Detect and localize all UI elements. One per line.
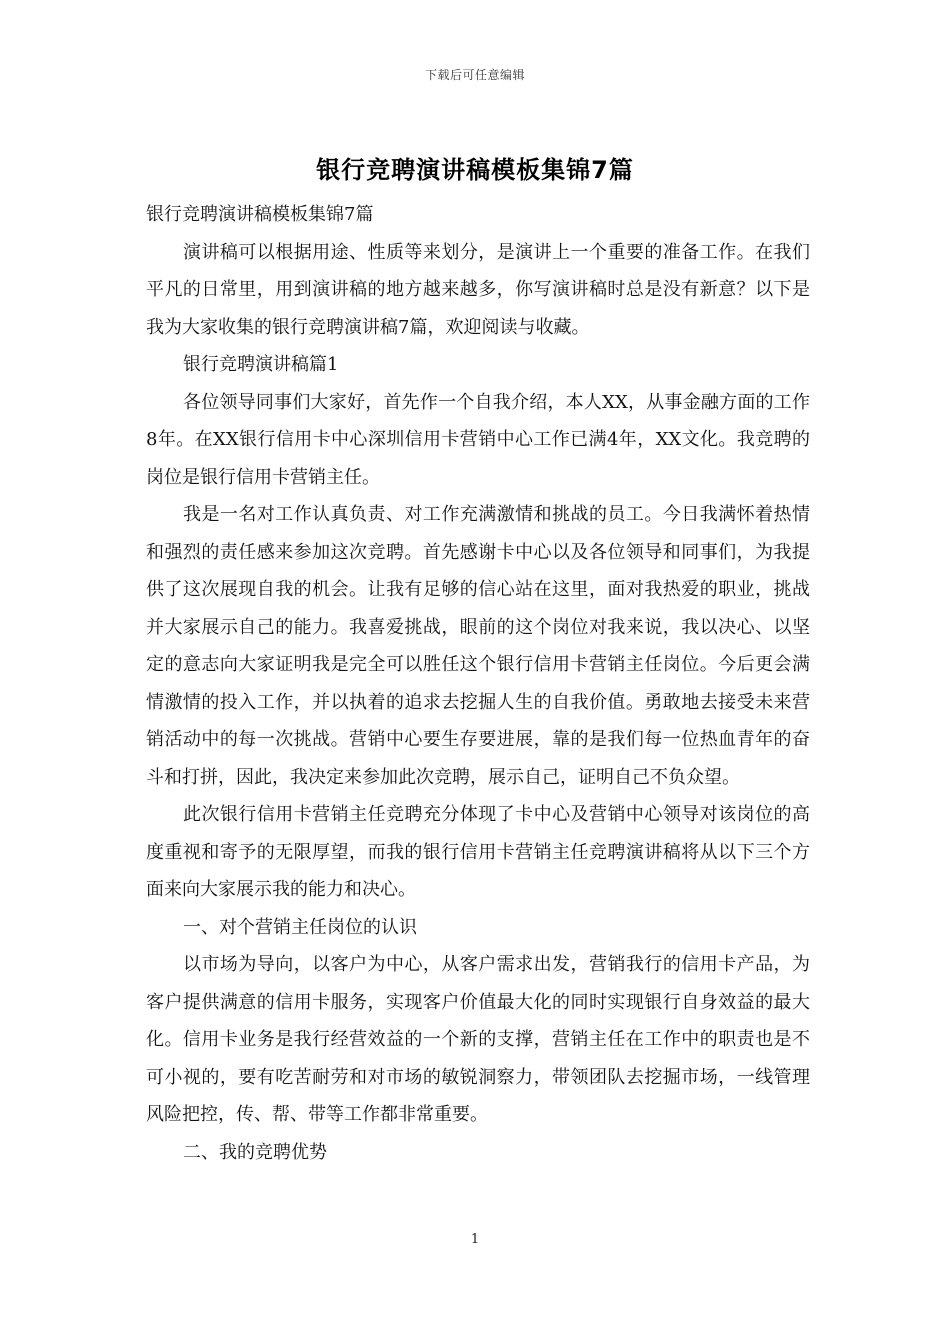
section-heading-role-understanding: 一、对个营销主任岗位的认识 (183, 916, 417, 938)
document-body (146, 196, 810, 1171)
paragraph-role-understanding: 以市场为导向，以客户为中心，从客户需求出发，营销我行的信用卡产品，为客户提供满意的信用卡服务，实现客户价值最大化的同时实现银行自身效益的最大化。信用卡业务是我行经营效益的一个新的支撑，营销主任在工作中的职责也是不可小视的，要有吃苦耐劳和对市场的敏锐洞察力，带领团队去挖掘市场，一线管理风险把控，传、帮、带等工作都非常重要。 (146, 954, 810, 1125)
header-note: 下载后可任意编辑 (424, 68, 525, 82)
paragraph-subtitle: 银行竞聘演讲稿模板集锦7篇 (146, 204, 374, 225)
section-heading-speech-1: 银行竞聘演讲稿篇1 (183, 354, 339, 375)
paragraph-self-introduction: 各位领导同事们大家好，首先作一个自我介绍，本人XX，从事金融方面的工作8年。在XX银行信用卡中心深圳信用卡营销中心工作已满4年，XX文化。我竞聘的岗位是银行信用卡营销主任。 (146, 391, 810, 488)
paragraph-overview: 此次银行信用卡营销主任竞聘充分体现了卡中心及营销中心领导对该岗位的高度重视和寄予的无限厚望，而我的银行信用卡营销主任竞聘演讲稿将从以下三个方面来向大家展示我的能力和决心。 (146, 804, 810, 900)
page-number: 1 (470, 1232, 480, 1247)
paragraph-intro: 演讲稿可以根据用途、性质等来划分，是演讲上一个重要的准备工作。在我们平凡的日常里，用到演讲稿的地方越来越多，你写演讲稿时总是没有新意？以下是我为大家收集的银行竞聘演讲稿7篇，欢迎阅读与收藏。 (146, 241, 810, 338)
section-heading-advantages: 二、我的竞聘优势 (183, 1141, 327, 1163)
document-title: 银行竞聘演讲稿模板集锦7篇 (316, 156, 634, 184)
paragraph-motivation: 我是一名对工作认真负责、对工作充满激情和挑战的员工。今日我满怀着热情和强烈的责任感来参加这次竞聘。首先感谢卡中心以及各位领导和同事们，为我提供了这次展现自我的机会。让我有足够的信心站在这里，面对我热爱的职业，挑战并大家展示自己的能力。我喜爱挑战，眼前的这个岗位对我来说，我以决心、以坚定的意志向大家证明我是完全可以胜任这个银行信用卡营销主任岗位。今后更会满情激情的投入工作，并以执着的追求去挖掘人生的自我价值。勇敢地去接受未来营销活动中的每一次挑战。营销中心要生存要进展，靠的是我们每一位热血青年的奋斗和打拼，因此，我决定来参加此次竞聘，展示自己，证明自己不负众望。 (146, 504, 810, 788)
